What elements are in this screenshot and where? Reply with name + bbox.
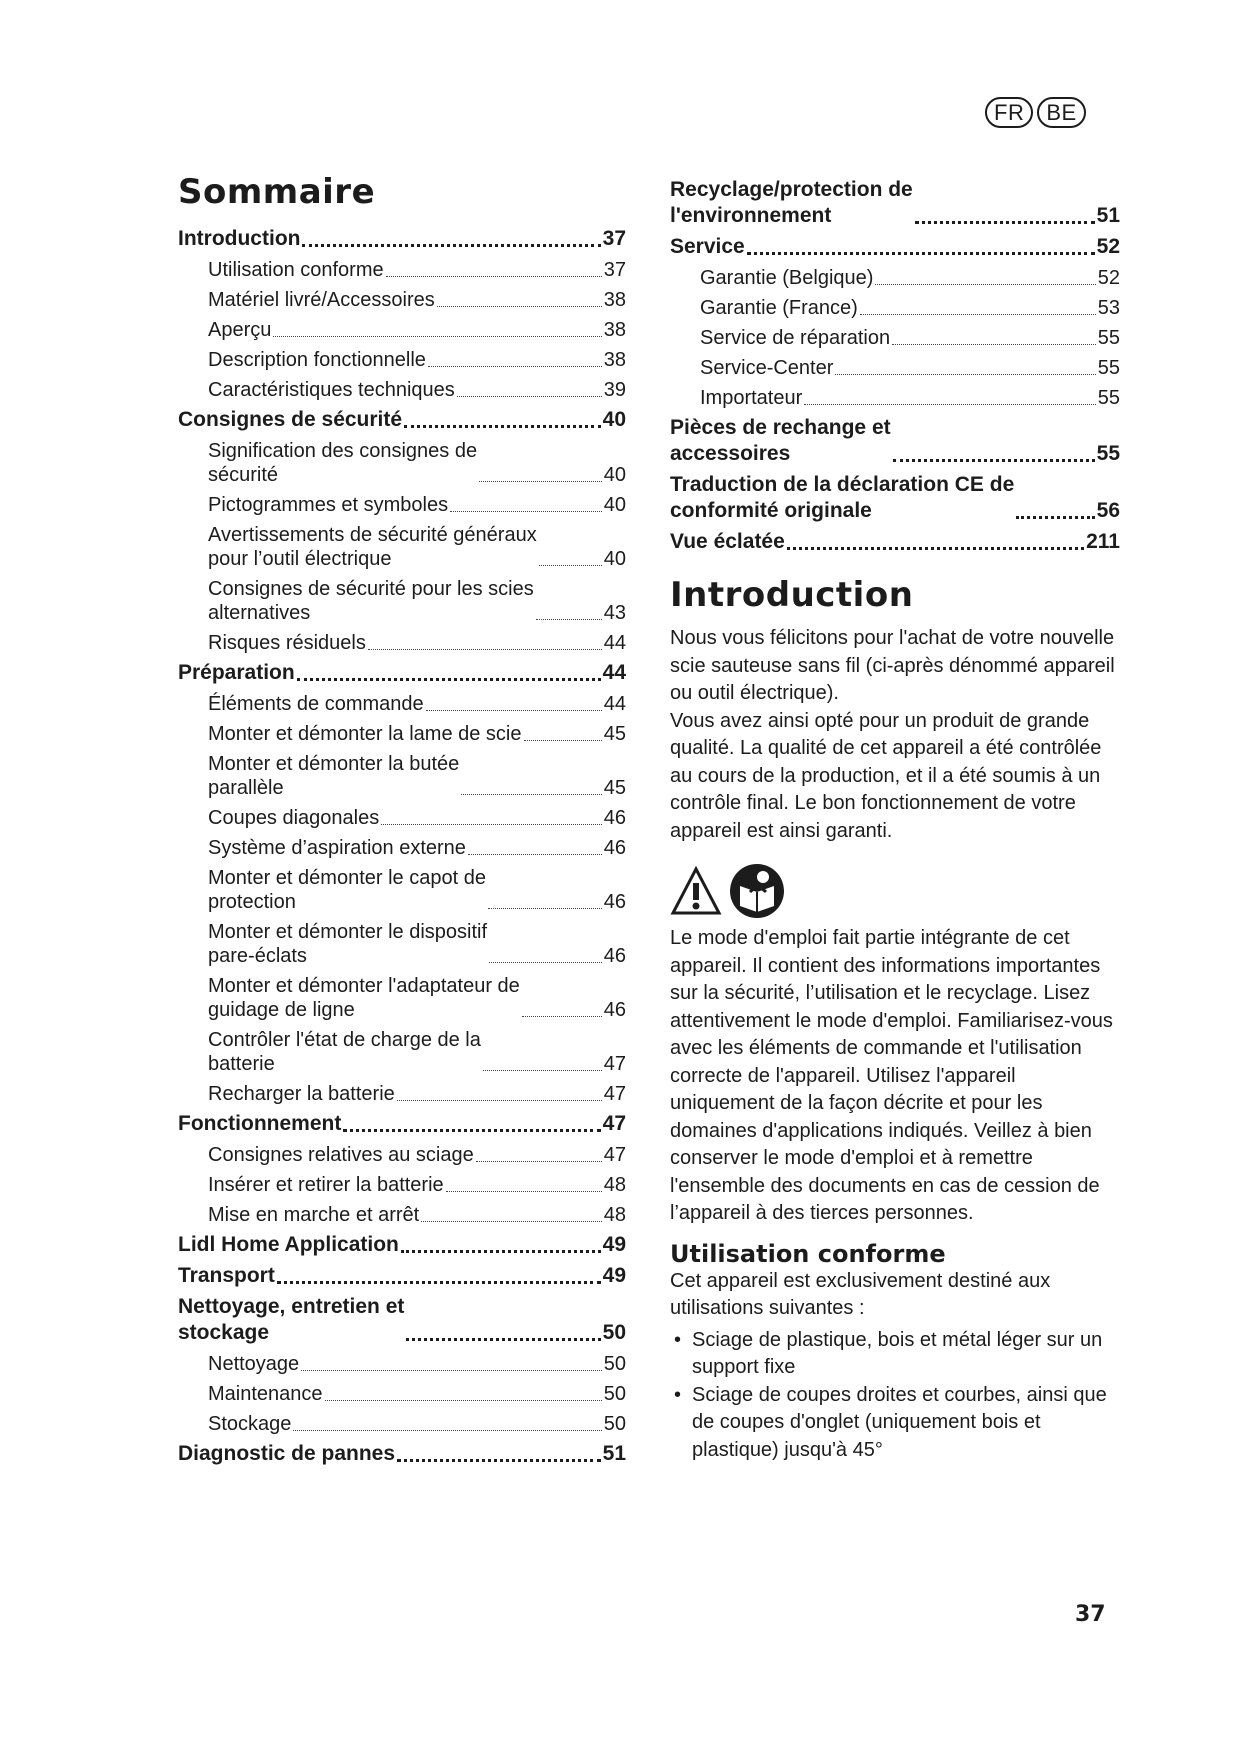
toc-dot-leader	[461, 793, 601, 795]
toc-entry-label: Introduction	[178, 227, 301, 250]
toc-page-number: 39	[603, 379, 626, 401]
usage-list	[670, 1327, 1120, 1465]
toc-dot-leader	[787, 546, 1084, 550]
toc-page-number: 53	[1097, 297, 1120, 319]
toc-subsection-entry	[208, 920, 626, 968]
toc-page-number: 51	[602, 1442, 626, 1465]
toc-section-entry	[178, 226, 626, 252]
toc-subsection-entry	[208, 631, 626, 655]
toc-section-entry	[670, 234, 1120, 260]
toc-entry-label: Garantie (Belgique)	[700, 267, 874, 289]
toc-subsection-entry	[700, 326, 1120, 350]
page-number: 37	[1075, 1602, 1106, 1627]
toc-dot-leader	[489, 961, 602, 963]
toc-dot-leader	[301, 1369, 602, 1371]
toc-entry-label: Consignes relatives au sciage	[208, 1144, 474, 1166]
toc-entry-label: Monter et démonter l'adaptateur de guidage de ligne	[208, 975, 520, 1021]
toc-entry-label: Nettoyage, entretien et stockage	[178, 1295, 405, 1344]
toc-dot-leader	[302, 243, 600, 247]
list-item: • Sciage de plastique, bois et métal léger sur un support fixe	[674, 1328, 1103, 1378]
toc-subsection-entry	[208, 288, 626, 312]
toc-entry-label: Description fonctionnelle	[208, 349, 426, 371]
toc-page-number: 49	[602, 1264, 626, 1287]
toc-subsection-entry	[208, 866, 626, 914]
toc-dot-leader	[343, 1128, 600, 1132]
toc-page-number: 46	[603, 945, 626, 967]
bullet-icon: •	[674, 1383, 682, 1406]
toc-entry-label: Importateur	[700, 387, 803, 409]
toc-entry-label: Stockage	[208, 1413, 292, 1435]
toc-entry-label: Service de réparation	[700, 327, 891, 349]
introduction-title: Introduction	[670, 575, 914, 615]
toc-section-entry	[178, 1294, 626, 1346]
badge-fr: FR	[985, 97, 1033, 128]
toc-dot-leader	[397, 1458, 601, 1462]
toc-section-entry	[178, 1263, 626, 1289]
toc-page-number: 211	[1086, 530, 1120, 553]
toc-section-entry	[178, 1441, 626, 1467]
toc-dot-leader	[446, 1190, 602, 1192]
toc-dot-leader	[476, 1160, 602, 1162]
toc-page-number: 47	[602, 1112, 626, 1135]
toc-entry-label: Monter et démonter la lame de scie	[208, 723, 522, 745]
toc-page-number: 55	[1097, 357, 1120, 379]
toc-entry-label: Lidl Home Application	[178, 1233, 399, 1256]
toc-subsection-entry	[208, 378, 626, 402]
toc-page-number: 37	[603, 259, 626, 281]
toc-entry-label: Maintenance	[208, 1383, 323, 1405]
toc-section-entry	[670, 177, 1120, 229]
toc-entry-label: Éléments de commande	[208, 693, 424, 715]
toc-entry-label: Pictogrammes et symboles	[208, 494, 449, 516]
toc-entry-label: Monter et démonter la butée parallèle	[208, 753, 460, 799]
toc-dot-leader	[892, 343, 1096, 345]
toc-subsection-entry	[208, 577, 626, 625]
toc-subsection-entry	[208, 1028, 626, 1076]
toc-dot-leader	[524, 739, 602, 741]
toc-entry-label: Insérer et retirer la batterie	[208, 1174, 444, 1196]
toc-dot-leader	[488, 907, 602, 909]
toc-dot-leader	[536, 618, 602, 620]
toc-page-number: 40	[603, 494, 626, 516]
toc-section-entry	[670, 415, 1120, 467]
toc-subsection-entry	[208, 439, 626, 487]
toc-entry-label: Signification des consignes de sécurité	[208, 440, 478, 486]
toc-subsection-entry	[208, 836, 626, 860]
toc-dot-leader	[804, 403, 1095, 405]
toc-entry-label: Service	[670, 235, 745, 258]
toc-dot-leader	[421, 1220, 602, 1222]
toc-dot-leader	[860, 313, 1096, 315]
toc-page-number: 48	[603, 1204, 626, 1226]
toc-entry-label: Transport	[178, 1264, 275, 1287]
toc-entry-label: Nettoyage	[208, 1353, 300, 1375]
toc-left	[178, 226, 626, 1467]
toc-subsection-entry	[208, 348, 626, 372]
toc-dot-leader	[368, 648, 602, 650]
toc-page-number: 40	[603, 464, 626, 486]
toc-subsection-entry	[208, 806, 626, 830]
toc-entry-label: Garantie (France)	[700, 297, 858, 319]
toc-entry-label: Pièces de rechange et accessoires	[670, 416, 891, 465]
toc-subsection-entry	[700, 356, 1120, 380]
toc-entry-label: Consignes de sécurité	[178, 408, 403, 431]
toc-dot-leader	[479, 480, 602, 482]
intro-paragraph-1: Nous vous félicitons pour l'achat de votre nouvelle scie sauteuse sans fil (ci-après dénommé appareil ou outil électrique).	[670, 627, 1115, 704]
toc-entry-label: Préparation	[178, 661, 295, 684]
toc-entry-label: Mise en marche et arrêt	[208, 1204, 420, 1226]
toc-dot-leader	[915, 220, 1095, 224]
toc-entry-label: Système d’aspiration externe	[208, 837, 466, 859]
warning-triangle-icon	[670, 865, 722, 917]
bullet-icon: •	[674, 1328, 682, 1351]
toc-subsection-entry	[208, 752, 626, 800]
toc-dot-leader	[450, 510, 602, 512]
toc-section-entry	[670, 472, 1120, 524]
toc-dot-leader	[386, 275, 602, 277]
toc-subsection-entry	[208, 1143, 626, 1167]
toc-subsection-entry	[208, 692, 626, 716]
toc-page-number: 40	[603, 548, 626, 570]
toc-page-number: 44	[603, 632, 626, 654]
toc-page-number: 46	[603, 999, 626, 1021]
toc-title: Sommaire	[178, 172, 376, 212]
toc-page-number: 52	[1097, 267, 1120, 289]
toc-dot-leader	[437, 305, 602, 307]
toc-subsection-entry	[208, 523, 626, 571]
toc-entry-label: Risques résiduels	[208, 632, 366, 654]
toc-page-number: 50	[603, 1383, 626, 1405]
toc-dot-leader	[325, 1399, 602, 1401]
toc-dot-leader	[273, 335, 601, 337]
toc-dot-leader	[468, 853, 602, 855]
toc-subsection-entry	[208, 1082, 626, 1106]
toc-entry-label: Aperçu	[208, 319, 272, 341]
toc-dot-leader	[747, 251, 1095, 255]
toc-subsection-entry	[208, 1352, 626, 1376]
toc-page-number: 48	[603, 1174, 626, 1196]
toc-dot-leader	[539, 564, 602, 566]
toc-entry-label: Monter et démonter le dispositif pare-éclats	[208, 921, 488, 967]
toc-dot-leader	[426, 709, 602, 711]
toc-entry-label: Traduction de la déclaration CE de conformité originale	[670, 473, 1015, 522]
toc-dot-leader	[401, 1249, 601, 1253]
toc-dot-leader	[428, 365, 602, 367]
usage-title: Utilisation conforme	[670, 1239, 946, 1268]
toc-entry-label: Monter et démonter le capot de protection	[208, 867, 486, 913]
symbol-row	[670, 861, 1120, 921]
usage-paragraph: Cet appareil est exclusivement destiné aux utilisations suivantes :	[670, 1269, 1051, 1319]
toc-page-number: 38	[603, 319, 626, 341]
toc-page-number: 47	[603, 1053, 626, 1075]
toc-page-number: 55	[1096, 442, 1120, 465]
toc-dot-leader	[293, 1429, 601, 1431]
toc-dot-leader	[406, 1337, 600, 1341]
toc-dot-leader	[483, 1069, 602, 1071]
read-manual-icon	[728, 862, 786, 920]
toc-entry-label: Avertissements de sécurité généraux pour l’outil électrique	[208, 524, 537, 570]
toc-page-number: 49	[602, 1233, 626, 1256]
toc-page-number: 44	[603, 693, 626, 715]
toc-entry-label: Utilisation conforme	[208, 259, 384, 281]
toc-subsection-entry	[208, 1203, 626, 1227]
toc-page-number: 44	[602, 661, 626, 684]
toc-page-number: 45	[603, 723, 626, 745]
toc-entry-label: Diagnostic de pannes	[178, 1442, 396, 1465]
toc-page-number: 45	[603, 777, 626, 799]
toc-section-entry	[178, 1111, 626, 1137]
toc-subsection-entry	[208, 258, 626, 282]
intro-paragraph-2: Vous avez ainsi opté pour un produit de grande qualité. La qualité de cet appareil a été contrôlée au cours de la production, et il a été soumis à un contrôle final. Le bon fonctionnement de votre appareil est ainsi garanti.	[670, 709, 1102, 842]
list-item: • Sciage de coupes droites et courbes, ainsi que de coupes d'onglet (uniquement bois et plastique) jusqu'à 45°	[674, 1383, 1107, 1461]
toc-page-number: 55	[1097, 327, 1120, 349]
toc-page-number: 46	[603, 807, 626, 829]
toc-subsection-entry	[208, 722, 626, 746]
toc-page-number: 40	[602, 408, 626, 431]
toc-page-number: 38	[603, 349, 626, 371]
toc-subsection-entry	[700, 386, 1120, 410]
toc-page-number: 37	[602, 227, 626, 250]
toc-subsection-entry	[700, 296, 1120, 320]
toc-subsection-entry	[208, 1412, 626, 1436]
toc-page-number: 51	[1096, 204, 1120, 227]
left-column	[178, 170, 626, 1467]
toc-section-entry	[178, 1232, 626, 1258]
toc-section-entry	[670, 529, 1120, 555]
toc-dot-leader	[277, 1280, 601, 1284]
toc-page-number: 47	[603, 1083, 626, 1105]
toc-section-entry	[178, 407, 626, 433]
toc-entry-label: Vue éclatée	[670, 530, 785, 553]
toc-dot-leader	[1016, 515, 1094, 519]
toc-dot-leader	[297, 677, 601, 681]
toc-subsection-entry	[700, 266, 1120, 290]
toc-section-entry	[178, 660, 626, 686]
toc-right	[670, 177, 1120, 555]
toc-entry-label: Contrôler l'état de charge de la batterie	[208, 1029, 481, 1075]
toc-entry-label: Caractéristiques techniques	[208, 379, 455, 401]
toc-dot-leader	[457, 395, 602, 397]
toc-subsection-entry	[208, 1173, 626, 1197]
toc-dot-leader	[404, 424, 601, 428]
toc-page-number: 55	[1097, 387, 1120, 409]
toc-page-number: 43	[603, 602, 626, 624]
toc-entry-label: Matériel livré/Accessoires	[208, 289, 435, 311]
toc-subsection-entry	[208, 1382, 626, 1406]
toc-page-number: 52	[1096, 235, 1120, 258]
toc-page-number: 50	[603, 1353, 626, 1375]
toc-subsection-entry	[208, 974, 626, 1022]
toc-page-number: 50	[602, 1321, 626, 1344]
country-badges	[985, 97, 1086, 128]
toc-dot-leader	[381, 823, 602, 825]
toc-entry-label: Service-Center	[700, 357, 834, 379]
toc-entry-label: Recharger la batterie	[208, 1083, 395, 1105]
toc-page-number: 56	[1096, 499, 1120, 522]
toc-page-number: 50	[603, 1413, 626, 1435]
toc-entry-label: Consignes de sécurité pour les scies alternatives	[208, 578, 534, 624]
manual-paragraph: Le mode d'emploi fait partie intégrante de cet appareil. Il contient des informations importantes sur la sécurité, l’utilisation et le recyclage. Lisez attentivement le mode d'emploi. Familiarisez-vous avec les éléments de commande et l'utilisation correcte de l'appareil. Utilisez l'appareil uniquement de la façon décrite et pour les domaines d'applications indiqués. Veillez à bien conserver le mode d'emploi et à remettre l'ensemble des documents en cas de cession de l’appareil à des tierces personnes.	[670, 927, 1113, 1224]
toc-dot-leader	[397, 1099, 602, 1101]
toc-page-number: 47	[603, 1144, 626, 1166]
badge-be: BE	[1037, 97, 1085, 128]
toc-entry-label: Coupes diagonales	[208, 807, 380, 829]
toc-entry-label: Recyclage/protection de l'environnement	[670, 178, 913, 227]
right-column	[670, 172, 1120, 1464]
toc-dot-leader	[835, 373, 1095, 375]
toc-entry-label: Fonctionnement	[178, 1112, 342, 1135]
toc-page-number: 38	[603, 289, 626, 311]
toc-page-number: 46	[603, 837, 626, 859]
toc-dot-leader	[893, 458, 1095, 462]
toc-page-number: 46	[603, 891, 626, 913]
toc-dot-leader	[522, 1015, 602, 1017]
toc-subsection-entry	[208, 318, 626, 342]
toc-dot-leader	[875, 283, 1095, 285]
toc-subsection-entry	[208, 493, 626, 517]
